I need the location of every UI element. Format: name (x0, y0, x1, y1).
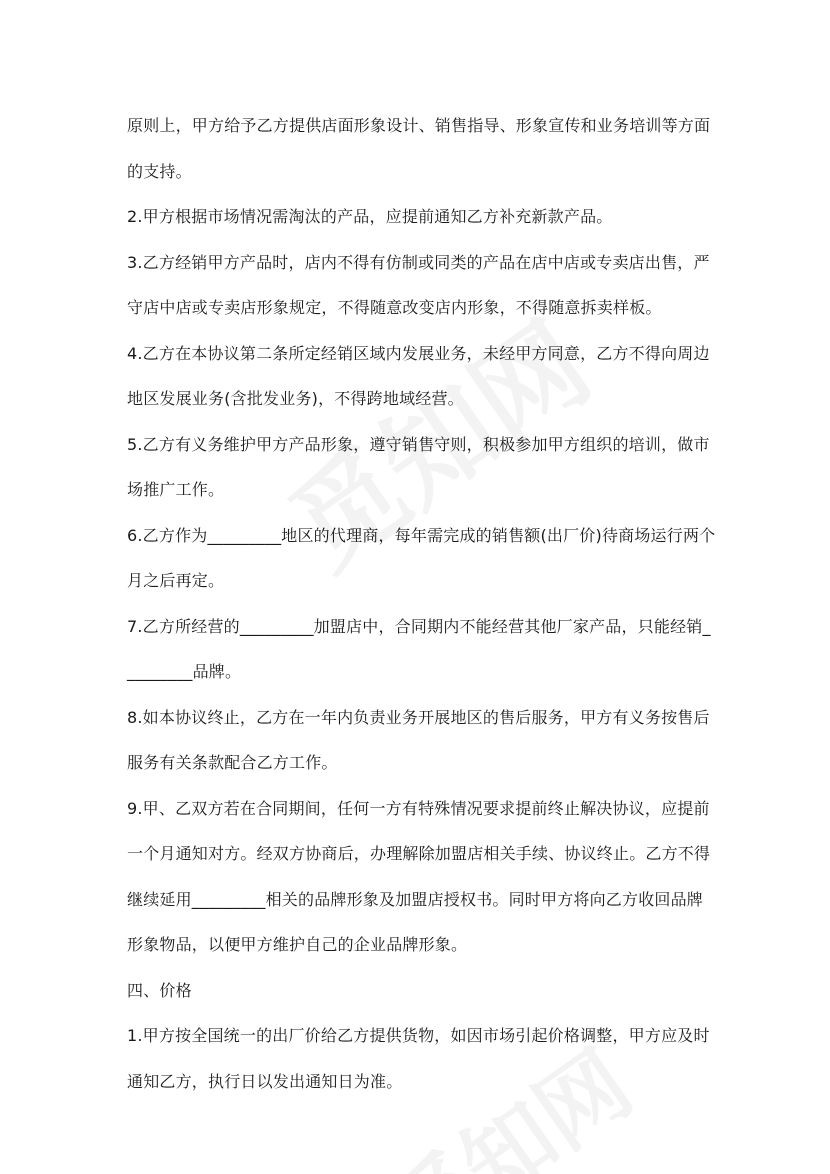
paragraph: 9.甲、乙双方若在合同期间，任何一方有特殊情况要求提前终止解决协议，应提前一个月通知对方。经双方协商后，办理解除加盟店相关手续、协议终止。乙方不得继续延用_________相关的品牌形象及加盟店授权书。同时甲方将向乙方收回品牌形象物品，以便甲方维护自己的企业品牌形象。 (127, 798, 711, 954)
paragraph: 5.乙方有义务维护甲方产品形象，遵守销售守则，积极参加甲方组织的培训，做市场推广工作。 (127, 434, 710, 499)
section-heading: 四、价格 (127, 980, 192, 1000)
paragraph: 8.如本协议终止，乙方在一年内负责业务开展地区的售后服务，甲方有义务按售后服务有关条款配合乙方工作。 (127, 707, 710, 772)
paragraph: 4.乙方在本协议第二条所定经销区域内发展业务，未经甲方同意，乙方不得向周边地区发展业务(含批发业务)，不得跨地域经营。 (127, 343, 710, 408)
paragraph: 原则上，甲方给予乙方提供店面形象设计、销售指导、形象宣传和业务培训等方面的支持。 (127, 116, 711, 181)
paragraph: 2.甲方根据市场情况需淘汰的产品，应提前通知乙方补充新款产品。 (127, 207, 613, 226)
paragraph: 1.甲方按全国统一的出厂价给乙方提供货物，如因市场引起价格调整，甲方应及时通知乙方，执行日以发出通知日为准。 (127, 1026, 710, 1091)
paragraph: 3.乙方经销甲方产品时，店内不得有仿制或同类的产品在店中店或专卖店出售，严守店中店或专卖店形象规定，不得随意改变店内形象，不得随意拆卖样板。 (127, 252, 710, 317)
paragraph: 6.乙方作为_________地区的代理商，每年需完成的销售额(出厂价)待商场运行两个月之后再定。 (127, 525, 716, 590)
paragraph: 7.乙方所经营的_________加盟店中，合同期内不能经营其他厂家产品，只能经销_________品牌。 (127, 616, 711, 681)
document-body (127, 103, 717, 1104)
